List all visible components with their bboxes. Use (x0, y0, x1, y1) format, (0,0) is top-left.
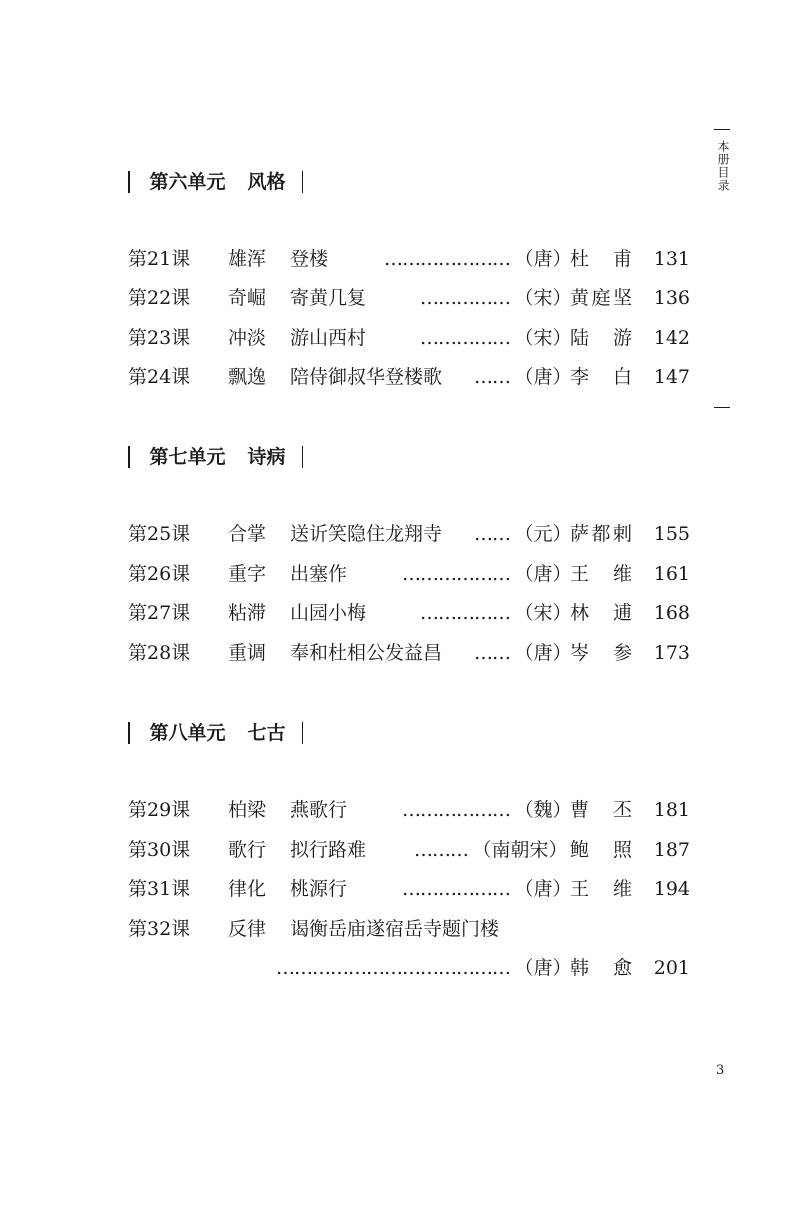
author-char: 岑 (570, 642, 590, 664)
lesson-theme: 合掌 (228, 523, 267, 545)
poem-title: 送䜣笑隐住龙翔寺 (290, 523, 443, 545)
lesson-number: 第30课 (128, 839, 191, 861)
page-number: 131 (653, 248, 690, 270)
author-char: 曹 (570, 799, 590, 821)
page-number: 142 (653, 327, 690, 349)
dynasty: （唐） (514, 248, 572, 270)
lesson-row[interactable] (128, 873, 690, 905)
unit-heading (128, 442, 303, 472)
dynasty: （唐） (514, 878, 572, 900)
lesson-number: 第21课 (128, 248, 191, 270)
dynasty: （唐） (514, 957, 572, 979)
author-char: 黄 (570, 287, 590, 309)
lesson-number: 第27课 (128, 602, 191, 624)
author-char: 王 (570, 878, 590, 900)
leader-dots: ……………… (402, 563, 510, 585)
dynasty: （宋） (514, 602, 572, 624)
lesson-row-continuation[interactable] (128, 952, 690, 984)
lesson-theme: 冲淡 (228, 327, 267, 349)
lesson-row[interactable] (128, 597, 690, 629)
author (570, 243, 632, 275)
lesson-row[interactable] (128, 243, 690, 275)
author-char: 剌 (612, 523, 632, 545)
author-char: 都 (591, 523, 611, 545)
author-char: 林 (570, 602, 590, 624)
lesson-theme: 律化 (228, 878, 267, 900)
author (570, 952, 632, 984)
dynasty: （宋） (514, 287, 572, 309)
author-char: 陆 (570, 327, 590, 349)
leader-dots: …………… (420, 327, 510, 349)
lesson-theme: 粘滞 (228, 602, 267, 624)
page-number-footer: 3 (716, 1063, 725, 1078)
unit-heading (128, 718, 303, 748)
poem-title: 登楼 (290, 248, 329, 270)
page-number: 136 (653, 287, 690, 309)
leader-dots: …………… (420, 602, 510, 624)
lesson-number: 第23课 (128, 327, 191, 349)
leader-dots: ……… (414, 839, 468, 861)
poem-title: 陪侍御叔华登楼歌 (290, 366, 443, 388)
author-char: 游 (612, 327, 632, 349)
author-char: 愈 (612, 957, 632, 979)
lesson-row[interactable] (128, 518, 690, 550)
lesson-number: 第26课 (128, 563, 191, 585)
dynasty: （南朝宋） (472, 839, 568, 861)
heading-bar-right (302, 446, 304, 468)
leader-dots: …… (474, 523, 510, 545)
author-char: 甫 (612, 248, 632, 270)
leader-dots: ……………… (402, 878, 510, 900)
page-number: 187 (653, 839, 690, 861)
author (570, 322, 632, 354)
lesson-theme: 反律 (228, 918, 267, 940)
page-number: 155 (653, 523, 690, 545)
lesson-theme: 重调 (228, 642, 267, 664)
unit-name: 第六单元 (149, 171, 226, 193)
dynasty: （唐） (514, 642, 572, 664)
lesson-number: 第22课 (128, 287, 191, 309)
lesson-row[interactable] (128, 913, 690, 945)
page-number: 181 (653, 799, 690, 821)
lesson-row[interactable] (128, 637, 690, 669)
side-rule-top (714, 129, 730, 130)
poem-title: 谒衡岳庙遂宿岳寺题门楼 (290, 918, 500, 940)
author-char: 王 (570, 563, 590, 585)
author (570, 834, 632, 866)
poem-title: 奉和杜相公发益昌 (290, 642, 443, 664)
poem-title: 出塞作 (290, 563, 348, 585)
heading-bar-right (302, 171, 304, 193)
lesson-theme: 雄浑 (228, 248, 267, 270)
dynasty: （唐） (514, 563, 572, 585)
author-char: 维 (612, 563, 632, 585)
author-char: 维 (612, 878, 632, 900)
lesson-row[interactable] (128, 558, 690, 590)
dynasty: （元） (514, 523, 572, 545)
lesson-theme: 歌行 (228, 839, 267, 861)
leader-dots: …… (474, 366, 510, 388)
unit-heading (128, 167, 303, 197)
author (570, 282, 632, 314)
author-char: 参 (612, 642, 632, 664)
poem-title: 寄黄几复 (290, 287, 367, 309)
author-char: 坚 (612, 287, 632, 309)
author-char: 萨 (570, 523, 590, 545)
leader-dots: ……………… (402, 799, 510, 821)
lesson-row[interactable] (128, 361, 690, 393)
poem-title: 山园小梅 (290, 602, 367, 624)
poem-title: 游山西村 (290, 327, 367, 349)
author (570, 558, 632, 590)
author-char: 丕 (612, 799, 632, 821)
unit-theme: 诗病 (247, 446, 286, 468)
lesson-number: 第25课 (128, 523, 191, 545)
lesson-theme: 重字 (228, 563, 267, 585)
lesson-theme: 柏梁 (228, 799, 267, 821)
lesson-number: 第29课 (128, 799, 191, 821)
heading-bar-left (128, 171, 130, 193)
author-char: 鲍 (570, 839, 590, 861)
poem-title: 桃源行 (290, 878, 348, 900)
author-char: 白 (612, 366, 632, 388)
author (570, 518, 632, 550)
lesson-number: 第31课 (128, 878, 191, 900)
author-char: 韩 (570, 957, 590, 979)
page-number: 173 (653, 642, 690, 664)
unit-theme: 风格 (247, 171, 286, 193)
unit-name: 第八单元 (149, 722, 226, 744)
poem-title: 燕歌行 (290, 799, 348, 821)
lesson-row[interactable] (128, 834, 690, 866)
author-char: 照 (612, 839, 632, 861)
heading-bar-left (128, 722, 130, 744)
author (570, 637, 632, 669)
lesson-theme: 奇崛 (228, 287, 267, 309)
leader-dots: …………… (420, 287, 510, 309)
leader-dots: ………………………………… (276, 957, 510, 979)
poem-title: 拟行路难 (290, 839, 367, 861)
unit-name: 第七单元 (149, 446, 226, 468)
dynasty: （唐） (514, 366, 572, 388)
page-number: 194 (653, 878, 690, 900)
author (570, 597, 632, 629)
leader-dots: ………………… (384, 248, 510, 270)
page-number: 201 (653, 957, 690, 979)
author-char: 逋 (612, 602, 632, 624)
lesson-number: 第24课 (128, 366, 191, 388)
dynasty: （宋） (514, 327, 572, 349)
author-char: 杜 (570, 248, 590, 270)
lesson-row[interactable] (128, 282, 690, 314)
leader-dots: …… (474, 642, 510, 664)
side-rule-bottom (714, 407, 730, 408)
page-number: 147 (653, 366, 690, 388)
lesson-row[interactable] (128, 322, 690, 354)
unit-theme: 七古 (247, 722, 286, 744)
lesson-number: 第28课 (128, 642, 191, 664)
heading-bar-left (128, 446, 130, 468)
lesson-theme: 飘逸 (228, 366, 267, 388)
lesson-row[interactable] (128, 794, 690, 826)
side-section-label: 本册目录 (716, 140, 730, 192)
page-number: 168 (653, 602, 690, 624)
lesson-number: 第32课 (128, 918, 191, 940)
author (570, 361, 632, 393)
author (570, 794, 632, 826)
dynasty: （魏） (514, 799, 572, 821)
author-char: 庭 (591, 287, 611, 309)
page-number: 161 (653, 563, 690, 585)
author-char: 李 (570, 366, 590, 388)
heading-bar-right (302, 722, 304, 744)
author (570, 873, 632, 905)
